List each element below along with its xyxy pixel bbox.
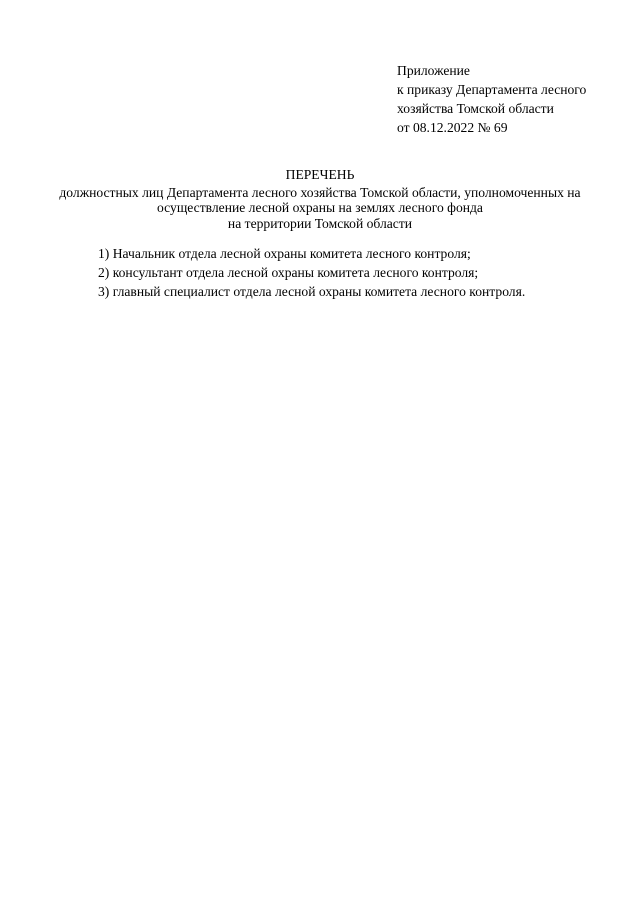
appendix-date-number: от 08.12.2022 № 69: [397, 120, 508, 135]
position-list: [98, 244, 618, 302]
list-item: 2) консультант отдела лесной охраны комитета лесного контроля;: [98, 265, 479, 281]
document-title: ПЕРЕЧЕНЬ: [285, 167, 355, 182]
document-title-block: [0, 167, 640, 231]
document-subtitle-line-3: на территории Томской области: [227, 215, 413, 231]
appendix-header: [397, 61, 632, 137]
document-subtitle-line-2: осуществление лесной охраны на землях лесного фонда: [157, 200, 483, 215]
appendix-order-ref: к приказу Департамента лесного: [397, 82, 587, 97]
list-item: 3) главный специалист отдела лесной охраны комитета лесного контроля.: [98, 284, 526, 300]
document-subtitle-line-1: должностных лиц Департамента лесного хозяйства Томской области, уполномоченных на: [59, 184, 581, 200]
appendix-label: Приложение: [397, 63, 470, 78]
list-item: 1) Начальник отдела лесной охраны комитета лесного контроля;: [98, 246, 471, 261]
appendix-department: хозяйства Томской области: [397, 101, 554, 116]
